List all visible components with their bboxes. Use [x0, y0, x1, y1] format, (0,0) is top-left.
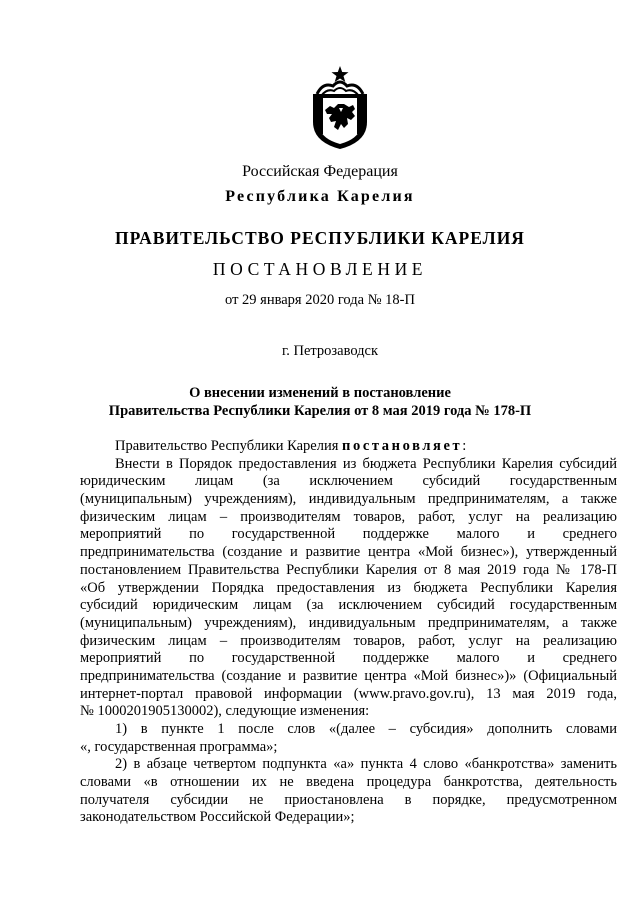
- body-line: субсидий юридическим лицам (за исключением субсидий государственным: [80, 597, 617, 614]
- amendment-1-line: 1) в пункте 1 после слов «(далее – субсидия» дополнить словами: [115, 721, 617, 737]
- body-line: мероприятий по государственной поддержке малого и среднего: [80, 650, 617, 667]
- intro-prefix: Правительство Республики Карелия: [115, 438, 343, 454]
- body-line: «Об утверждении Порядка предоставления из бюджета Республики Карелия: [80, 579, 617, 596]
- body-line: постановлением Правительства Республики Карелия от 8 мая 2019 года № 178-П: [80, 561, 617, 578]
- body-line: физическим лицам – производителям товаров, работ, услуг на реализацию: [80, 508, 617, 525]
- body-line: (муниципальным) учреждениям), индивидуальным предпринимателям, а также: [80, 614, 617, 631]
- document-type: ПОСТАНОВЛЕНИЕ: [212, 259, 428, 279]
- republic-title: Республика Карелия: [225, 188, 415, 205]
- amendment-2-line: законодательством Российской Федерации»;: [80, 809, 355, 826]
- amendment-1-line: «, государственная программа»;: [80, 738, 278, 755]
- body-line: интернет-портал правовой информации (www.pravo.gov.ru), 13 мая 2019 года,: [80, 685, 617, 702]
- federation-title: Российская Федерация: [242, 163, 398, 180]
- amendment-2-line: 2) в абзаце четвертом подпункта «а» пункта 4 слово «банкротства» заменить: [115, 756, 617, 773]
- body-line: № 1000201905130002), следующие изменения:: [80, 703, 370, 720]
- amendment-2-line: получателя субсидии не приостановлена в порядке, предусмотренном: [80, 791, 617, 808]
- body-line: физическим лицам – производителям товаров, работ, услуг на реализацию: [80, 632, 617, 649]
- karelia-coat-of-arms-emblem: [303, 64, 377, 150]
- body-line: мероприятий по государственной поддержке малого и среднего: [80, 526, 617, 543]
- amendment-2-line: словами «в отношении их не введена процедура банкротства, деятельность: [80, 774, 617, 791]
- document-body: [80, 438, 617, 827]
- intro-verb: постановляет: [342, 438, 463, 454]
- body-line: юридическим лицам (за исключением субсидий государственным: [80, 473, 617, 490]
- government-title: ПРАВИТЕЛЬСТВО РЕСПУБЛИКИ КАРЕЛИЯ: [115, 228, 525, 248]
- body-line: предпринимательства (создание и развитие центра «Мой бизнес»)» (Официальный: [80, 667, 617, 684]
- body-line: (муниципальным) учреждениям), индивидуальным предпринимателям, а также: [80, 491, 617, 508]
- body-line: предпринимательства (создание и развитие центра «Мой бизнес»), утвержденный: [80, 544, 617, 561]
- subject-line-1: О внесении изменений в постановление: [189, 385, 451, 401]
- intro-suffix: :: [462, 438, 467, 454]
- intro-paragraph: [80, 438, 617, 456]
- body-line: Внести в Порядок предоставления из бюджета Республики Карелия субсидий: [115, 455, 617, 472]
- document-date-number: от 29 января 2020 года № 18-П: [225, 292, 415, 308]
- city-name: г. Петрозаводск: [281, 343, 379, 359]
- subject-line-2: Правительства Республики Карелия от 8 мая 2019 года № 178-П: [108, 403, 532, 419]
